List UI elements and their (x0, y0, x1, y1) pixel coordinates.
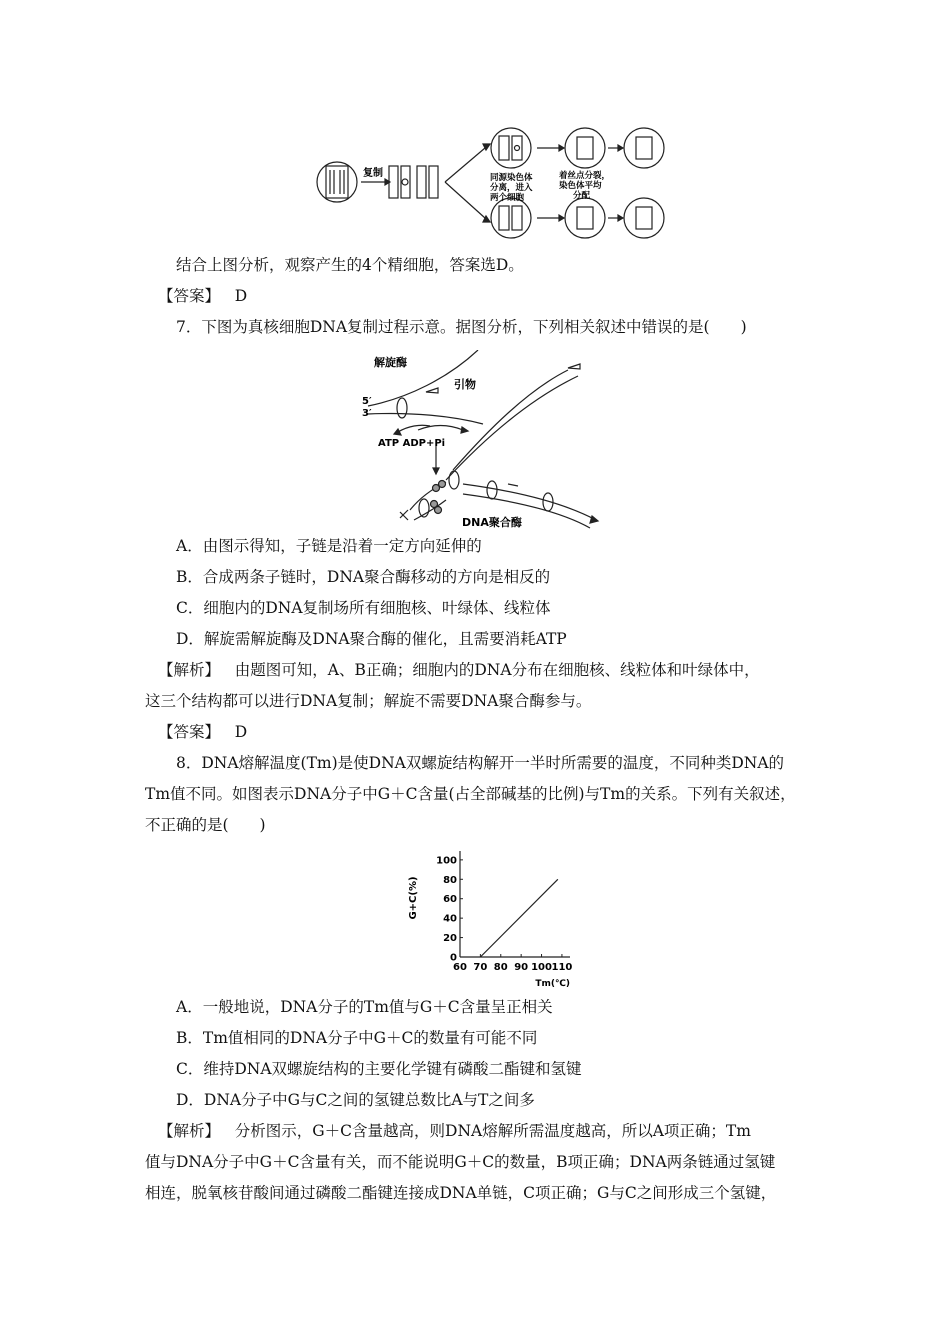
analysis-text: 由题图可知，A、B正确；细胞内的DNA分布在细胞核、线粒体和叶绿体中， (234, 661, 760, 679)
q8-stem-line-2: Tm值不同。如图表示DNA分子中G＋C含量(占全部碱基的比例)与Tm的关系。下列有关叙述， (145, 785, 796, 803)
chart-y-axis-label: G+C(%) (408, 876, 419, 920)
chart-y-tick-label: 0 (450, 952, 457, 964)
meiosis-diagram (315, 126, 670, 244)
copy-label: 复制 (363, 168, 383, 179)
analysis-tag: 【解析】 (158, 661, 221, 679)
q7-option-b: B．合成两条子链时，DNA聚合酶移动的方向是相反的 (176, 568, 551, 586)
q8-stem-line-3: 不正确的是( ) (145, 816, 266, 834)
answer-value: D (234, 723, 248, 741)
chart-x-tick-label: 100 (531, 962, 552, 973)
dna-replication-diagram (358, 350, 618, 530)
meiosis1-note-3: 两个细胞 (490, 193, 525, 203)
q7-analysis-line-2: 这三个结构都可以进行DNA复制；解旋不需要DNA聚合酶参与。 (145, 692, 592, 710)
chart-x-tick-label: 60 (453, 962, 467, 973)
polymerase-label: DNA聚合酶 (462, 516, 522, 529)
analysis-tag: 【解析】 (158, 1122, 221, 1140)
tm-gc-chart (400, 846, 580, 991)
meiosis2-note-1: 着丝点分裂， (559, 171, 611, 181)
analysis-q6: 结合上图分析，观察产生的4个精细胞，答案选D。 (176, 256, 524, 274)
chart-x-tick-label: 70 (473, 962, 488, 973)
q7-stem: 7．下图为真核细胞DNA复制过程示意。据图分析，下列相关叙述中错误的是( ) (176, 318, 747, 336)
primer-label: 引物 (454, 378, 476, 391)
q8-analysis-line-2: 值与DNA分子中G＋C含量有关，而不能说明G＋C的数量，B项正确；DNA两条链通过氢键 (145, 1153, 776, 1171)
q7-option-d: D．解旋需解旋酶及DNA聚合酶的催化，且需要消耗ATP (176, 630, 567, 648)
chart-y-tick-label: 80 (443, 874, 457, 886)
chart-x-tick-label: 80 (493, 962, 508, 973)
answer-tag: 【答案】 (158, 723, 221, 741)
helicase-label: 解旋酶 (374, 356, 407, 369)
answer-tag: 【答案】 (158, 287, 221, 305)
q8-option-c: C．维持DNA双螺旋结构的主要化学键有磷酸二酯键和氢键 (176, 1060, 582, 1078)
chart-x-tick-label: 90 (514, 962, 529, 973)
five-prime-label: 5′ (362, 396, 372, 407)
meiosis1-note-2: 分离，进入 (490, 183, 533, 193)
chart-y-tick-label: 60 (443, 894, 457, 906)
chart-y-tick-label: 20 (443, 933, 457, 945)
three-prime-label: 3′ (362, 408, 372, 419)
q8-analysis-line-3: 相连，脱氧核苷酸间通过磷酸二酯键连接成DNA单链，C项正确；G与C之间形成三个氢键， (145, 1184, 777, 1202)
chart-y-tick-label: 40 (443, 913, 457, 925)
answer-q7 (158, 721, 247, 743)
analysis-text: 分析图示，G＋C含量越高，则DNA熔解所需温度越高，所以A项正确；Tm (234, 1122, 751, 1140)
q8-option-b: B．Tm值相同的DNA分子中G＋C的数量有可能不同 (176, 1029, 538, 1047)
chart-x-tick-label: 110 (551, 962, 573, 973)
q7-analysis-line-1 (158, 659, 760, 681)
meiosis2-note-2: 染色体平均 (559, 181, 602, 191)
q8-option-a: A．一般地说，DNA分子的Tm值与G＋C含量呈正相关 (176, 998, 553, 1016)
chart-series-line (480, 879, 557, 957)
q8-analysis-line-1 (158, 1120, 751, 1142)
answer-value: D (234, 287, 248, 305)
q8-stem-line-1: 8．DNA熔解温度(Tm)是使DNA双螺旋结构解开一半时所需要的温度，不同种类DNA的 (176, 754, 785, 772)
meiosis2-note-3: 分配 (573, 191, 591, 201)
meiosis1-note-1: 同源染色体 (490, 173, 533, 183)
atp-label: ATP ADP+Pi (378, 438, 446, 449)
chart-y-tick-label: 100 (436, 855, 457, 867)
answer-q6 (158, 285, 247, 307)
chart-x-axis-label: Tm(℃) (535, 979, 570, 989)
q7-option-c: C．细胞内的DNA复制场所有细胞核、叶绿体、线粒体 (176, 599, 551, 617)
q8-option-d: D．DNA分子中G与C之间的氢键总数比A与T之间多 (176, 1091, 535, 1109)
q7-option-a: A．由图示得知，子链是沿着一定方向延伸的 (176, 537, 482, 555)
